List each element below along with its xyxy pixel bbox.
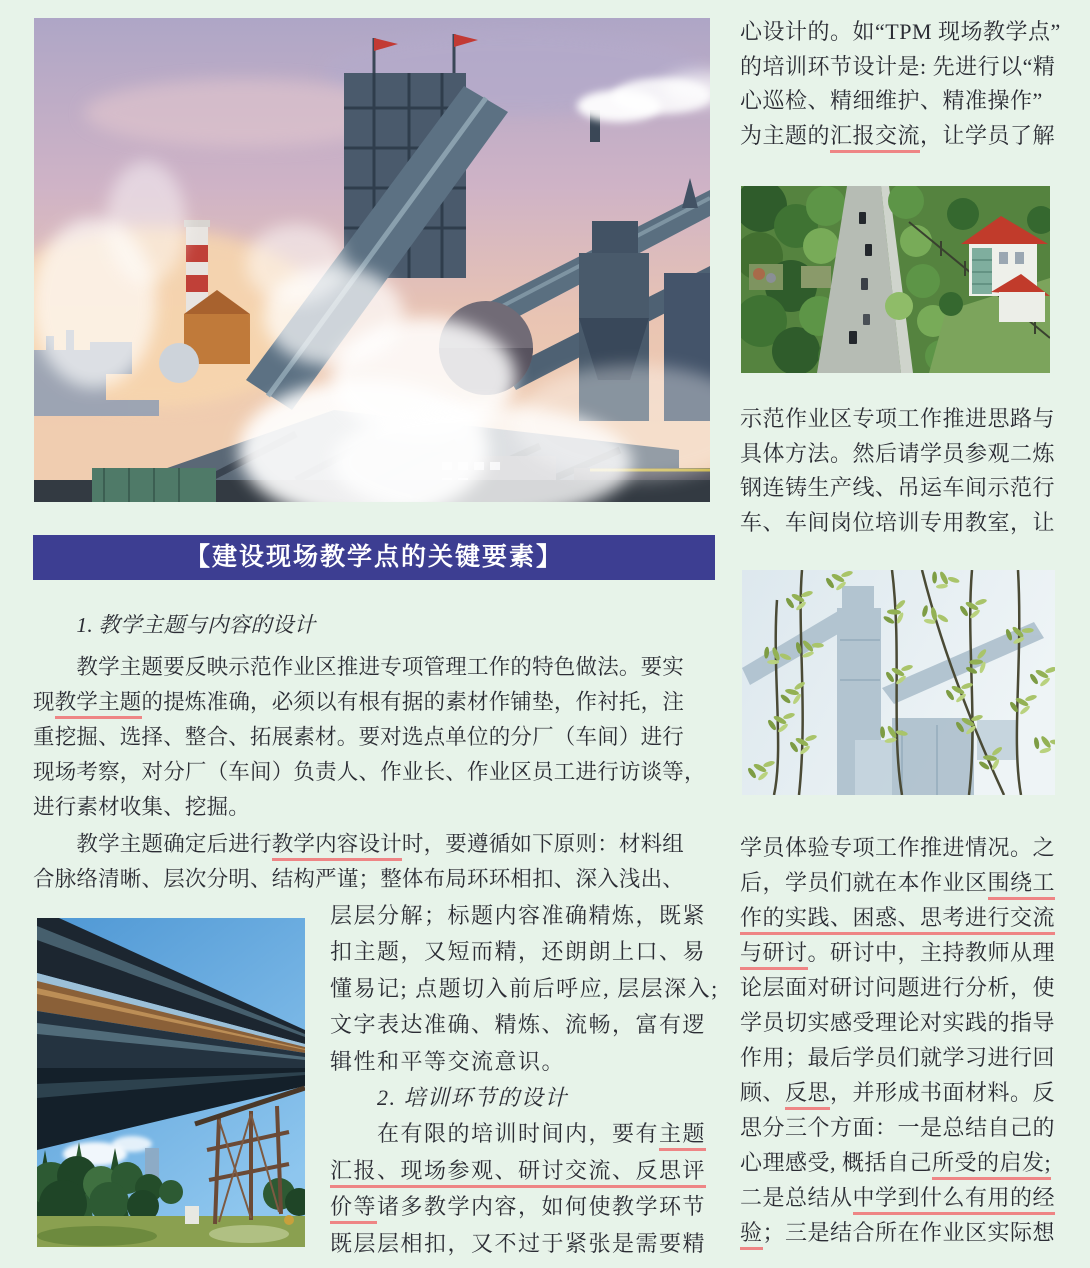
text-line <box>330 1226 722 1262</box>
text-line <box>330 1189 722 1225</box>
text-segment: 学员体验专项工作推进情况。之 <box>740 835 1056 860</box>
photo-pipeline <box>37 918 305 1247</box>
underlined-text: 价等 <box>330 1194 377 1224</box>
photo-steel-plant <box>34 18 710 502</box>
photo-willow <box>742 570 1055 795</box>
text-line <box>33 720 723 755</box>
text-segment: 后，学员们就在本作业区 <box>740 870 988 895</box>
text-line <box>740 15 1060 50</box>
text-segment: 文字表达准确、精炼、流畅，富有逻 <box>330 1012 707 1038</box>
text-segment: 教学主题确定后进行 <box>33 832 272 856</box>
text-segment: 现 <box>33 690 55 714</box>
road-aerial-illustration <box>741 186 1050 373</box>
text-line <box>33 790 723 825</box>
text-line <box>330 1080 722 1116</box>
text-segment: 顾、 <box>740 1080 786 1105</box>
text-line <box>330 898 722 934</box>
text-line <box>33 862 723 897</box>
main-paragraph-1 <box>33 650 723 825</box>
steel-plant-illustration <box>34 18 710 502</box>
text-segment: 合脉络清晰、层次分明、结构严谨；整体布局环环相扣、深入浅出、 <box>33 867 685 891</box>
text-line <box>330 1116 722 1152</box>
text-segment: 为主题的 <box>740 122 831 148</box>
text-segment: 既层层相扣，又不过于紧张是需要精 <box>330 1230 707 1256</box>
text-line <box>740 1005 1060 1040</box>
text-line <box>740 900 1060 935</box>
text-segment: 二是总结从 <box>740 1185 853 1210</box>
text-line <box>740 1180 1060 1215</box>
underlined-text: 主题 <box>659 1121 706 1151</box>
text-line <box>33 755 723 790</box>
text-segment: 心巡检、精细维护、精准操作” <box>740 88 1043 113</box>
text-segment: 示范作业区专项工作推进思路与 <box>740 406 1056 431</box>
underlined-text: 教学主题 <box>55 690 142 719</box>
text-line <box>740 437 1060 472</box>
right-column-block-3 <box>740 830 1060 1250</box>
text-line <box>740 84 1060 119</box>
text-line <box>740 119 1060 154</box>
section-banner <box>33 535 715 580</box>
text-line <box>740 402 1060 437</box>
text-line <box>740 506 1060 541</box>
photo-road-aerial <box>741 186 1050 373</box>
text-segment: 在有限的培训时间内，要有 <box>330 1121 660 1147</box>
text-segment: 进行素材收集、挖掘。 <box>33 795 251 819</box>
underlined-text: 教学内容设计 <box>272 832 402 861</box>
text-segment: 诸多教学内容，如何使教学环节 <box>377 1194 707 1220</box>
right-column-block-1 <box>740 15 1060 153</box>
text-segment: 辑性和平等交流意识。 <box>330 1048 566 1074</box>
underlined-text: 汇报交流 <box>830 123 920 153</box>
text-segment: 心理感受, 概括自己 <box>740 1150 933 1175</box>
text-segment: 学员切实感受理论对实践的指导 <box>740 1010 1056 1035</box>
text-segment: 扣主题，又短而精，还朗朗上口、易 <box>330 939 707 965</box>
text-line <box>33 608 723 643</box>
text-segment: 论层面对研讨问题进行分析，使 <box>740 975 1056 1000</box>
text-line <box>740 1110 1060 1145</box>
text-line <box>33 827 723 862</box>
text-line <box>330 1153 722 1189</box>
text-line <box>740 1075 1060 1110</box>
text-line <box>740 935 1060 970</box>
text-segment: 具体方法。然后请学员参观二炼 <box>740 440 1056 466</box>
text-line <box>740 830 1060 865</box>
willow-illustration <box>742 570 1055 795</box>
text-line <box>330 1007 722 1043</box>
underlined-text: 所受的启发; <box>932 1150 1051 1180</box>
text-line <box>740 865 1060 900</box>
text-segment: 的培训环节设计是: 先进行以“精 <box>740 53 1056 79</box>
wrapped-text-column <box>330 898 722 1262</box>
right-column-block-2 <box>740 402 1060 540</box>
underlined-text: 汇报、现场参观、研讨交流、反思评 <box>330 1158 706 1188</box>
underlined-text: 围绕工 <box>988 870 1056 900</box>
underlined-text: 与研讨 <box>740 940 808 970</box>
main-column <box>33 608 723 897</box>
section-banner-title: 【建设现场教学点的关键要素】 <box>184 543 563 571</box>
text-segment: 作用；最后学员们就学习进行回 <box>740 1045 1056 1070</box>
main-heading-1 <box>33 608 723 643</box>
text-segment: 车、车间岗位培训专用教室，让 <box>740 509 1056 535</box>
text-segment: 1. 教学主题与内容的设计 <box>33 613 316 637</box>
text-segment: 时，要遵循如下原则：材料组 <box>401 832 685 856</box>
text-segment: 2. 培训环节的设计 <box>330 1084 569 1110</box>
text-line <box>740 471 1060 506</box>
text-segment: 重挖掘、选择、整合、拓展素材。要对选点单位的分厂（车间）进行 <box>33 725 685 749</box>
text-line <box>740 1040 1060 1075</box>
text-line <box>330 1044 722 1080</box>
text-segment: 心设计的。如“TPM 现场教学点” <box>740 19 1061 44</box>
text-line <box>740 1145 1060 1180</box>
text-line <box>740 970 1060 1005</box>
underlined-text: 中学到什么有用的经 <box>853 1185 1056 1215</box>
underlined-text: 反思 <box>785 1080 830 1110</box>
text-segment: ，让学员了解 <box>920 122 1056 148</box>
text-segment: ，并形成书面材料。反 <box>830 1080 1056 1105</box>
underlined-text: 作的实践、困惑、思考进行交流 <box>740 905 1055 935</box>
text-line <box>330 971 722 1007</box>
text-line <box>33 650 723 685</box>
text-segment: 思分三个方面：一是总结自己的 <box>740 1115 1056 1140</box>
text-segment: 。研讨中，主持教师从理 <box>807 940 1056 965</box>
main-paragraph-2 <box>33 827 723 897</box>
text-line <box>330 934 722 970</box>
text-segment: ；三是结合所在作业区实际想 <box>762 1220 1056 1245</box>
text-line <box>33 685 723 720</box>
pipeline-illustration <box>37 918 305 1247</box>
text-line <box>740 1215 1060 1250</box>
text-segment: 现场考察，对分厂（车间）负责人、作业长、作业区员工进行访谈等， <box>33 760 706 784</box>
underlined-text: 验 <box>740 1220 763 1250</box>
text-segment: 层层分解；标题内容准确精炼，既紧 <box>330 903 707 928</box>
text-line <box>740 50 1060 85</box>
text-segment: 教学主题要反映示范作业区推进专项管理工作的特色做法。要实 <box>33 655 685 679</box>
text-segment: 钢连铸生产线、吊运车间示范行 <box>740 475 1056 500</box>
text-segment: 懂易记; 点题切入前后呼应, 层层深入; <box>330 975 719 1001</box>
text-segment: 的提炼准确，必须以有根有据的素材作铺垫，作衬托，注 <box>141 690 685 714</box>
